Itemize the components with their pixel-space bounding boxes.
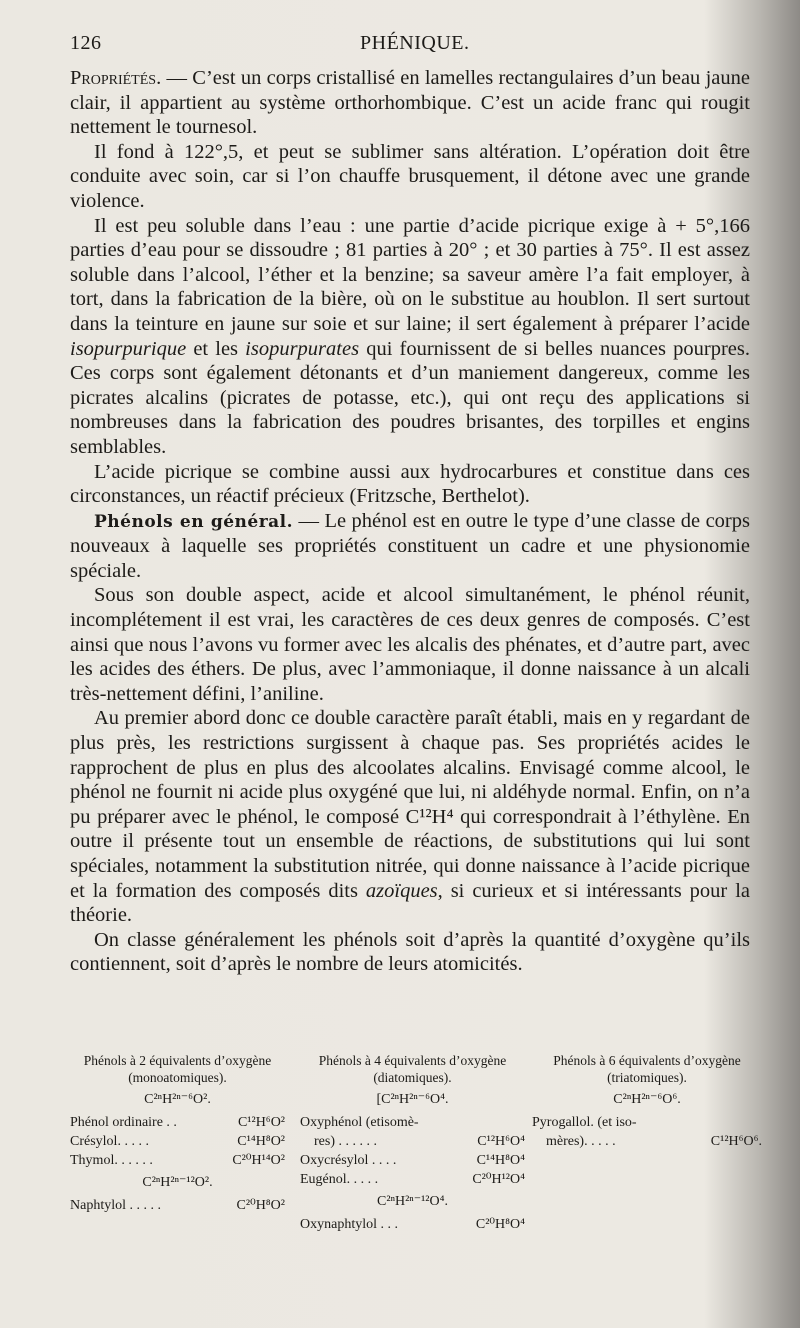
table-row: [300, 1132, 525, 1151]
compound-formula: C¹⁴H⁸O²: [237, 1134, 285, 1149]
section-lead-proprietes: Propriétés.: [70, 67, 162, 89]
paragraph-classification: On classe généralement les phénols soit d’après la quantité d’oxygène qu’ils contiennent, soit d’après le nombre de leurs atomicités.: [70, 928, 750, 976]
compound-formula: C²⁰H¹⁴O²: [232, 1153, 285, 1168]
compound-name: res) . . . . . .: [314, 1134, 377, 1149]
section-heading-phenols: Phénols en général.: [94, 511, 294, 532]
paragraph-text: , si curieux et si intéressants pour la théorie.: [70, 879, 750, 927]
table-row: [70, 1113, 285, 1132]
table-row: [532, 1132, 762, 1151]
column-heading: [70, 1052, 285, 1086]
running-title: PHÉNIQUE.: [360, 32, 470, 54]
compound-formula: C¹²H⁶O⁴: [477, 1134, 525, 1149]
compound-formula: C¹⁴H⁸O⁴: [476, 1153, 525, 1168]
paragraph-phenols-general: [70, 509, 750, 584]
main-text: [70, 66, 750, 977]
column-heading: [300, 1052, 525, 1086]
table-row: [70, 1196, 285, 1215]
compound-formula: C²⁰H⁸O⁴: [475, 1217, 525, 1232]
paragraph-double-aspect: Sous son double aspect, acide et alcool simultanément, le phénol réunit, incomplétement il est vrai, les caractères de ces deux genres de composés. C’est ainsi que nous l’avons vu former avec les alcalis des phénates, et d’autre part, avec les acides des éthers. De plus, avec l’ammoniaque, il donne naissance à un alcali très-nettement défini, l’aniline.: [70, 584, 750, 705]
column-triatomic: [532, 1052, 762, 1151]
general-formula: C²ⁿH²ⁿ⁻⁶O⁶.: [613, 1092, 681, 1107]
general-formula: C²ⁿH²ⁿ⁻¹²O².: [142, 1175, 213, 1190]
compound-name: Naphtylol . . . . .: [70, 1198, 161, 1213]
italic-term: isopurpurique: [70, 337, 187, 360]
compound-name: Phénol ordinaire . .: [70, 1115, 177, 1130]
italic-term: isopurpurates: [245, 337, 360, 360]
paragraph-text: Il est peu soluble dans l’eau : une partie d’acide picrique exige à + 5°,166 parties d’eau pour se dissoudre ; 81 parties à 20° ; et 30 parties à 75°. Il est assez soluble dans l’alcool, l’éther et la benzine; sa saveur amère l’a fait employer, à tort, dans la fabrication de la bière, où on le substitue au houblon. Il sert surtout dans la teinture en jaune sur soie et sur laine; il sert également à préparer l’acide: [70, 214, 750, 335]
compound-name: Eugénol. . . . .: [300, 1172, 379, 1187]
paragraph-text: qui fournissent de si belles nuances pourpres. Ces corps sont également détonants et d’un maniement dangereux, comme les picrates alcalins (picrates de potasse, etc.), qui ont reçu des applications si nombreuses dans la fabrication des poudres brisantes, des torpilles et engins semblables.: [70, 337, 750, 458]
heading-line: (monoatomiques).: [128, 1070, 227, 1085]
page-header: [70, 32, 750, 62]
compound-name: Oxycrésylol . . . .: [300, 1153, 397, 1168]
compound-formula: C¹²H⁶O⁶.: [710, 1134, 762, 1149]
compound-name: Oxyphénol (etisomè-: [300, 1115, 419, 1130]
table-row: [300, 1170, 525, 1189]
compound-name: Thymol. . . . . .: [70, 1153, 153, 1168]
table-row: [300, 1215, 525, 1234]
paragraph-text: et les: [186, 337, 246, 360]
compound-formula: C¹²H⁶O²: [237, 1115, 285, 1130]
heading-line: Phénols à 4 équivalents d’oxygène: [318, 1053, 507, 1068]
column-diatomic: [300, 1052, 525, 1234]
paragraph-text: Au premier abord donc ce double caractère paraît établi, mais en y regardant de plus près, les restrictions surgissent à chaque pas. Ses propriétés acides le rapprochent de plus en plus des alcoolates alcalins. Envisagé comme alcool, le phénol ne fournit ni acide plus oxygéné que lui, ni aldéhyde normal. Enfin, on n’a pu préparer avec le phénol, le composé C¹²H⁴ qui correspondrait à l’éthylène. En outre il présente tout un ensemble de réactions, de substitutions qui lui sont spéciales, notamment la substitution nitrée, qui donne naissance à l’acide picrique et la formation des composés dits: [70, 707, 750, 902]
compound-name: Crésylol. . . . .: [70, 1134, 149, 1149]
general-formula: C²ⁿH²ⁿ⁻⁶O².: [144, 1092, 211, 1107]
heading-line: (triatomiques).: [607, 1070, 687, 1085]
heading-line: Phénols à 6 équivalents d’oxygène: [553, 1053, 741, 1068]
compound-formula: C²⁰H⁸O²: [236, 1198, 285, 1213]
italic-term: azoïques: [365, 879, 438, 902]
column-heading: [532, 1052, 762, 1086]
general-formula: [C²ⁿH²ⁿ⁻⁶O⁴.: [376, 1092, 449, 1107]
compound-name: Oxynaphtylol . . .: [300, 1217, 398, 1232]
paragraph-solubilite: [70, 214, 750, 460]
paragraph-proprietes: [70, 66, 750, 140]
paragraph-premier-abord: [70, 706, 750, 927]
column-monoatomic: [70, 1052, 285, 1215]
compound-name: Pyrogallol. (et iso-: [532, 1115, 637, 1130]
table-row: [300, 1151, 525, 1170]
paragraph-text: — C’est un corps cristallisé en lamelles rectangulaires d’un beau jaune clair, il appartient au système orthorhombique. C’est un acide franc qui rougit nettement le tournesol.: [70, 67, 750, 139]
heading-line: Phénols à 2 équivalents d’oxygène: [83, 1053, 272, 1068]
heading-line: (diatomiques).: [373, 1070, 452, 1085]
compound-name: mères). . . . .: [546, 1134, 616, 1149]
paragraph-hydrocarbures: L’acide picrique se combine aussi aux hydrocarbures et constitue dans ces circonstances, un réactif précieux (Fritzsche, Berthelot).: [70, 460, 750, 508]
table-row: [70, 1132, 285, 1151]
paragraph-fusion: Il fond à 122°,5, et peut se sublimer sans altération. L’opération doit être conduite avec soin, car si l’on chauffe brusquement, il détone avec une grande violence.: [70, 140, 750, 212]
page-number: 126: [70, 32, 102, 54]
paragraph-text: — Le phénol est en outre le type d’une classe de corps nouveaux à laquelle ses propriétés constituent un cadre et une physionomie spéciale.: [70, 509, 750, 582]
general-formula: C²ⁿH²ⁿ⁻¹²O⁴.: [377, 1194, 448, 1209]
compound-formula: C²⁰H¹²O⁴: [472, 1172, 525, 1187]
phenols-table: [70, 1052, 770, 1282]
table-row: [70, 1151, 285, 1170]
